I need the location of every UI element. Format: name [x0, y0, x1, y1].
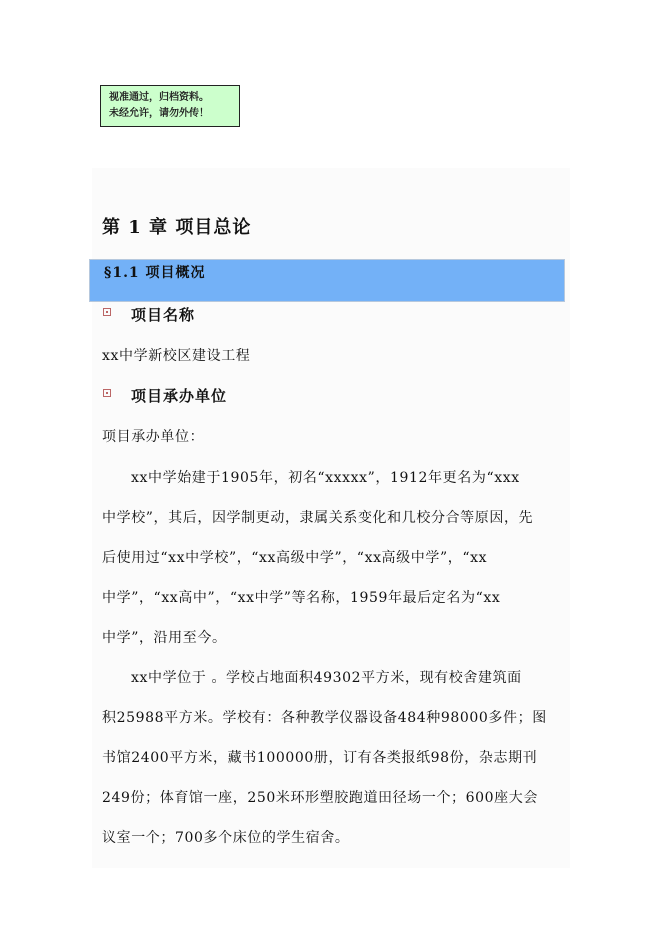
- paragraph-1-line: 中学校”，其后，因学制更动，隶属关系变化和几校分合等原因，先: [102, 510, 534, 526]
- paragraph-2-line: 积25988平方米。学校有：各种教学仪器设备484种98000多件；图: [102, 710, 547, 726]
- paragraph-2-line: 书馆2400平方米，藏书100000册，订有各类报纸98份，杂志期刊: [102, 750, 538, 766]
- notice-line-1: 视准通过，归档资料。: [109, 92, 209, 103]
- bullet-icon: [103, 308, 111, 316]
- project-name-heading: 项目名称: [131, 306, 196, 324]
- project-name-value: xx中学新校区建设工程: [102, 348, 251, 364]
- chapter-title: 第 1 章 项目总论: [102, 217, 252, 238]
- paragraph-2-line: xx中学位于 。学校占地面积49302平方米，现有校舍建筑面: [131, 670, 522, 686]
- paragraph-2-line: 议室一个；700多个床位的学生宿舍。: [102, 830, 350, 846]
- paragraph-1-line: 后使用过“xx中学校”，“xx高级中学”，“xx高级中学”，“xx: [102, 550, 488, 566]
- paragraph-2-line: 249份；体育馆一座，250米环形塑胶跑道田径场一个；600座大会: [102, 790, 538, 806]
- paragraph-1-line: 中学”，沿用至今。: [102, 630, 227, 646]
- section-title: §1.1 项目概况: [104, 265, 206, 281]
- paragraph-1-line: 中学”，“xx高中”，“xx中学”等名称，1959年最后定名为“xx: [102, 590, 501, 606]
- approval-notice-stamp: [100, 85, 240, 127]
- paragraph-1-line: xx中学始建于1905年，初名“xxxxx”，1912年更名为“xxx: [131, 470, 520, 486]
- notice-line-2: 未经允许，请勿外传！: [109, 108, 209, 119]
- bullet-icon: [103, 389, 111, 397]
- organizer-heading: 项目承办单位: [131, 387, 228, 405]
- organizer-label: 项目承办单位：: [102, 429, 205, 445]
